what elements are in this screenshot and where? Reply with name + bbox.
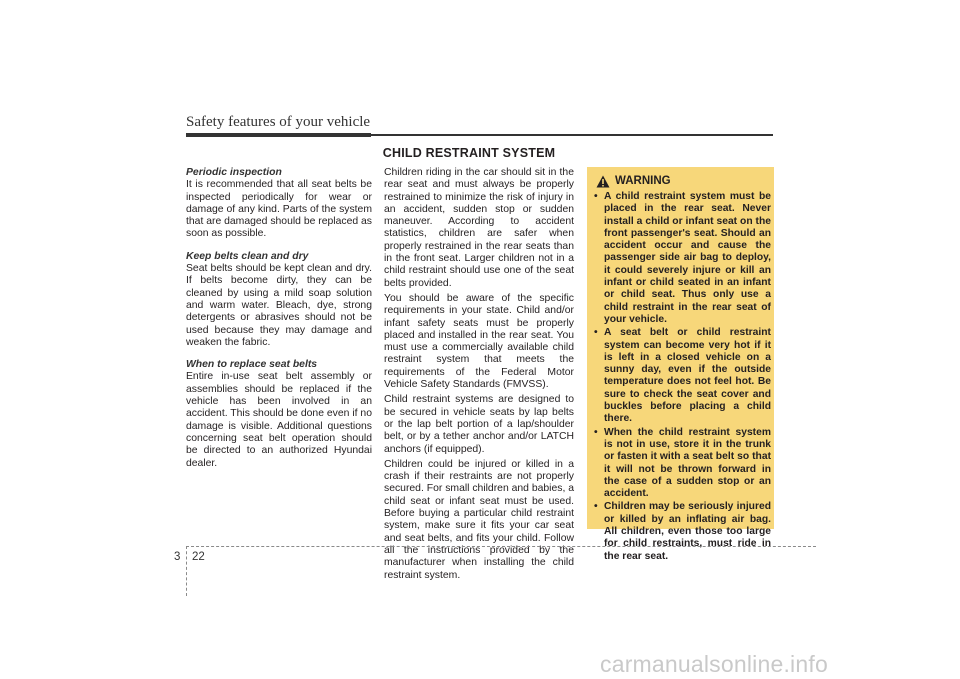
bullet: • — [594, 191, 598, 202]
periodic-inspection-heading: Periodic inspection — [186, 167, 282, 178]
chapter-number: 3 — [174, 551, 181, 563]
header-bar — [186, 133, 371, 137]
section-title: CHILD RESTRAINT SYSTEM — [382, 146, 556, 160]
footer-divider — [186, 546, 187, 596]
warning-title: WARNING — [615, 175, 671, 187]
left-column — [186, 167, 372, 470]
keep-clean-heading: Keep belts clean and dry — [186, 250, 309, 262]
warning-item — [591, 191, 771, 326]
replace-belts-text: Entire in-use seat belt assembly or assemblies should be replaced if the vehicle has been involved in an accident. This should be done even if no damage is visible. Additional questions concerning seat belt operation should be directed to an authorized Hyundai dealer. — [186, 371, 372, 469]
bullet: • — [594, 327, 598, 339]
warning-item-text: When the child restraint system is not in use, store it in the trunk or fasten it with a seat belt so that it will not be thrown forward in the case of a sudden stop or an accident. — [604, 426, 771, 500]
warning-header — [596, 175, 766, 189]
bullet: • — [594, 501, 598, 513]
injury-risk-paragraph: Children could be injured or killed in a crash if their restraints are not properly secured. For small children and babies, a child seat or infant seat must be used. Before buying a particular child restraint system, make sure it fits your car seat and seat belts, and fits your child. Follow all the instructions provided by the manufacturer when installing the child restraint system. — [384, 458, 575, 581]
warning-item — [591, 501, 771, 562]
warning-list — [591, 191, 771, 564]
keep-clean-text: Seat belts should be kept clean and dry. If belts become dirty, they can be cleaned by using a mild soap solution and warm water. Bleach, dye, strong detergents or abrasives should not be used because they may damage and weaken the fabric. — [186, 263, 372, 348]
replace-belts-heading: When to replace seat belts — [186, 359, 318, 371]
child-seating-paragraph: Children riding in the car should sit in the rear seat and must always be properly restrained to minimize the risk of injury in an accident, sudden stop or sudden maneuver. According to accident statistics, children are safer when properly restrained in the rear seats than in the front seat. Larger children not in a child restraint should use one of the seat belts provided. — [384, 167, 574, 289]
state-requirements-paragraph: You should be aware of the specific requirements in your state. Child and/or infant safety seats must be properly placed and installed in the rear seat. You must use a commercially available child restraint system that meets the requirements of the Federal Motor Vehicle Safety Standards (FMVSS). — [384, 292, 574, 391]
warning-item-text: Children may be seriously injured or killed by an inflating air bag. All children, even those too large for child restraints, must ride in the rear seat. — [604, 501, 771, 562]
periodic-inspection-text: It is recommended that all seat belts be inspected periodically for wear or damage of any kind. Parts of the system that are damaged should be replaced as soon as possible. — [186, 179, 373, 240]
warning-item-text: A child restraint system must be placed in the rear seat. Never install a child or infant seat on the front passenger's seat. Should an accident occur and cause the passenger side air bag to deploy, it could severely injure or kill an infant or child seated in an infant or child seat. Thus only use a child restraint in the rear seat of your vehicle. — [604, 191, 771, 325]
warning-triangle-icon — [596, 175, 610, 188]
page-number: 22 — [192, 551, 205, 563]
footer-rule — [186, 546, 816, 547]
bullet: • — [594, 426, 598, 438]
middle-column — [384, 167, 574, 582]
securing-paragraph: Child restraint systems are designed to be secured in vehicle seats by lap belts or the lap belt portion of a lap/shoulder belt, or by a tether anchor and/or LATCH anchors (if equipped). — [384, 394, 574, 455]
page-header-title: Safety features of your vehicle — [186, 114, 371, 130]
warning-item — [591, 327, 771, 425]
warning-item — [591, 427, 771, 501]
warning-item-text: A seat belt or child restraint system can become very hot if it is left in a closed vehicle on a sunny day, even if the outside temperature does not feel hot. Be sure to check the seat cover and buckles before placing a child there. — [604, 327, 771, 425]
header-rule — [371, 134, 773, 136]
watermark: carmanualsonline.info — [600, 651, 828, 677]
